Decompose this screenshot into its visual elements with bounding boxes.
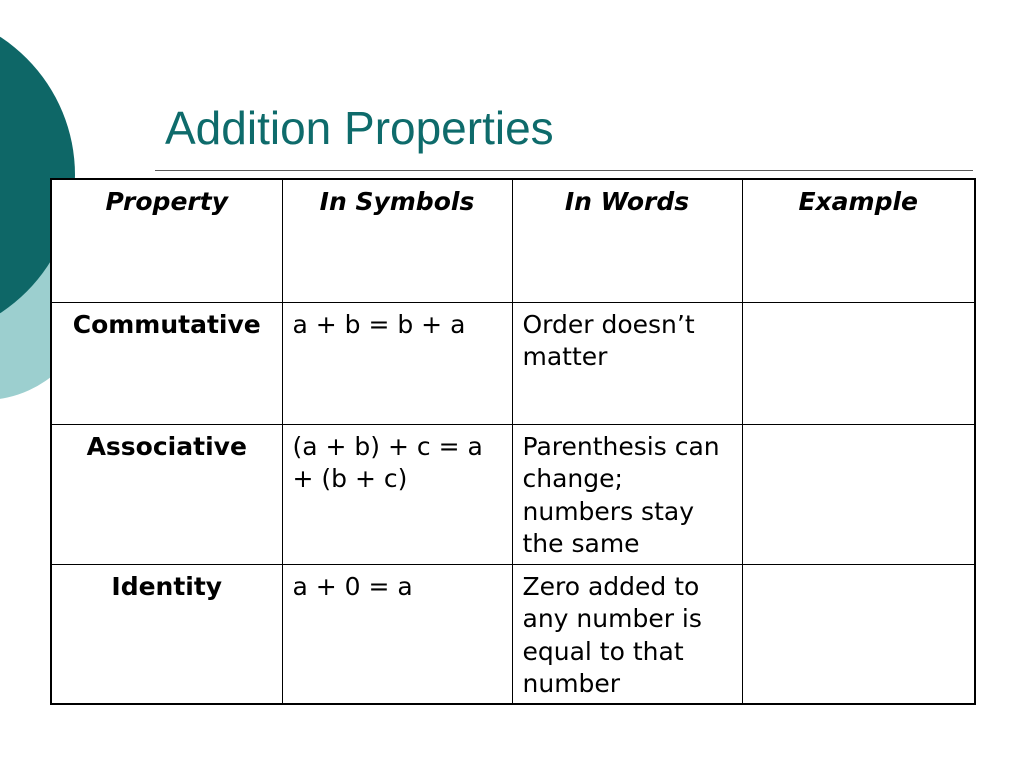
- symbols-cell: a + 0 = a: [282, 564, 512, 704]
- example-cell: [742, 564, 975, 704]
- words-cell: Parenthesis can change; numbers stay the same: [512, 424, 742, 564]
- symbols-cell: a + b = b + a: [282, 302, 512, 424]
- example-cell: [742, 302, 975, 424]
- example-cell: [742, 424, 975, 564]
- header-in-symbols: In Symbols: [282, 179, 512, 302]
- symbols-cell: (a + b) + c = a + (b + c): [282, 424, 512, 564]
- header-property: Property: [51, 179, 282, 302]
- header-in-words: In Words: [512, 179, 742, 302]
- property-name-cell: Commutative: [51, 302, 282, 424]
- property-name-cell: Associative: [51, 424, 282, 564]
- table-row: [51, 564, 975, 704]
- properties-table: [50, 178, 976, 705]
- title-divider: [155, 170, 973, 171]
- words-cell: Zero added to any number is equal to that number: [512, 564, 742, 704]
- header-example: Example: [742, 179, 975, 302]
- table-header-row: [51, 179, 975, 302]
- table-row: [51, 302, 975, 424]
- words-cell: Order doesn’t matter: [512, 302, 742, 424]
- table-row: [51, 424, 975, 564]
- slide-title: Addition Properties: [165, 102, 554, 154]
- property-name-cell: Identity: [51, 564, 282, 704]
